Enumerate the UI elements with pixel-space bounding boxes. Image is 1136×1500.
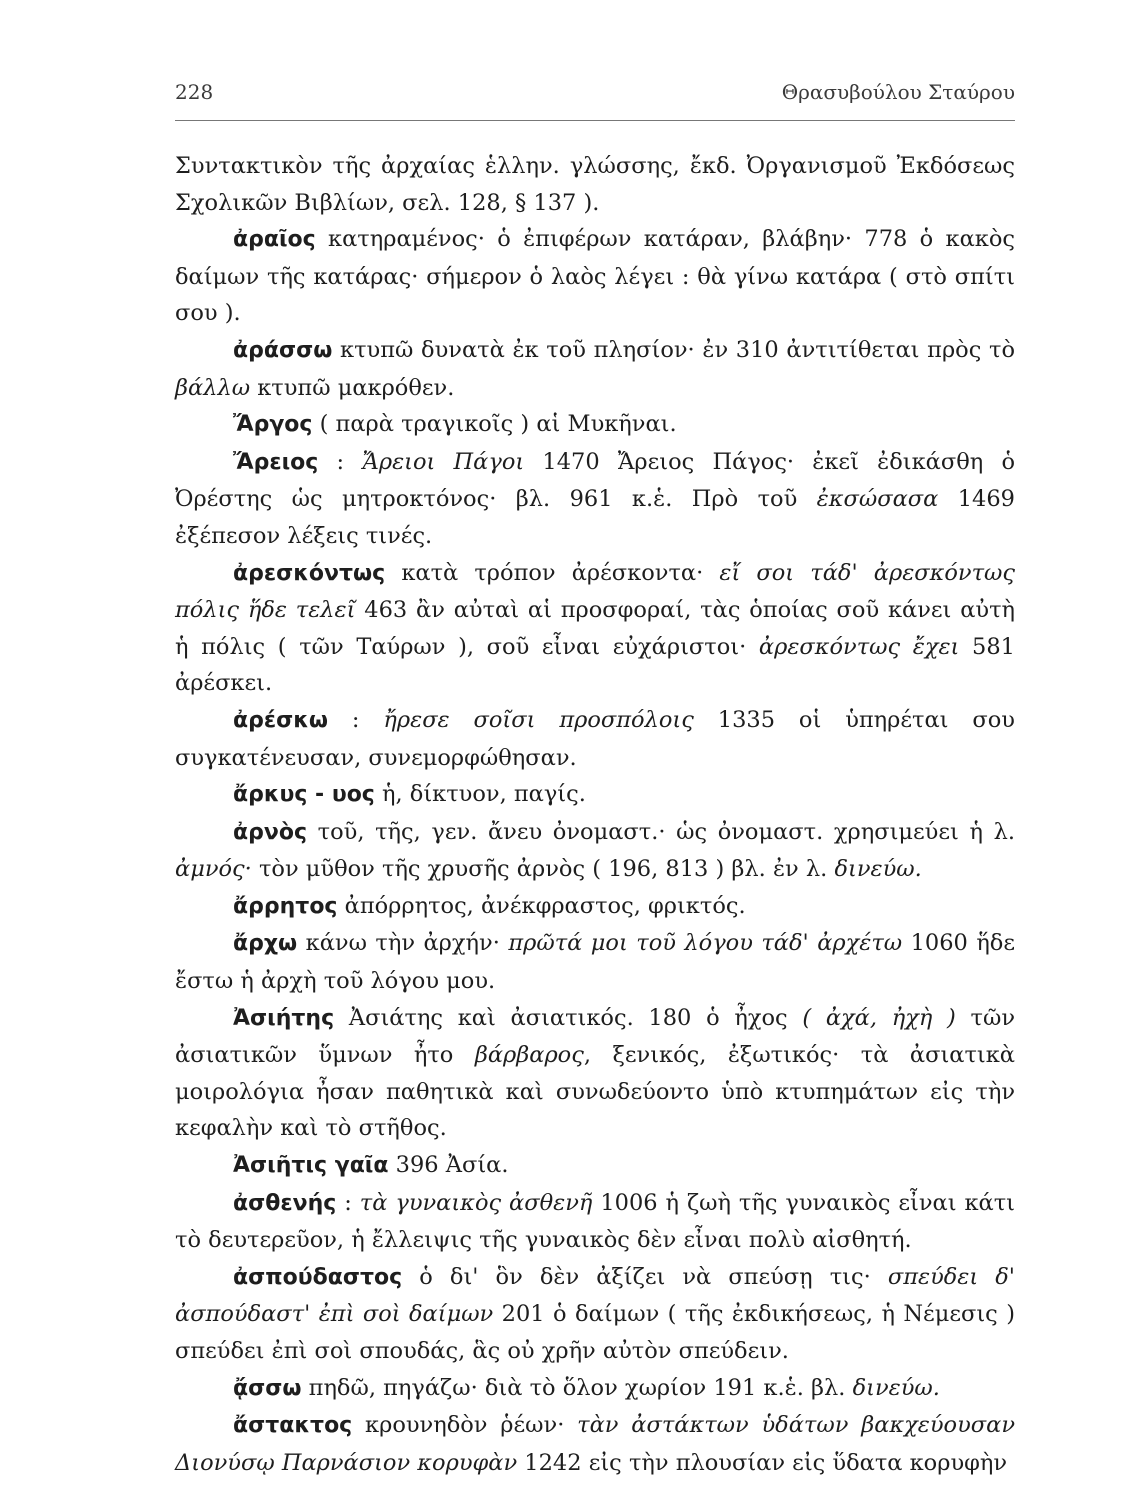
entry-headword: ἀσπούδαστος	[233, 1264, 403, 1290]
entry-text: 1469 ἐξέπεσον λέξεις τινές.	[175, 486, 1015, 549]
entry-text: ὁ δι' ὃν δὲν ἀξίζει νὰ σπεύσῃ τις·	[402, 1263, 888, 1290]
entry-text: ἀπόρρητος, ἀνέκφραστος, φρικτός.	[337, 892, 746, 919]
glossary-entry	[175, 776, 1015, 814]
glossary-entry	[175, 406, 1015, 444]
glossary-entry	[175, 1147, 1015, 1185]
entry-headword: ἀρεσκόντως	[233, 560, 386, 586]
glossary-entry	[175, 332, 1015, 406]
glossary-body	[175, 148, 1015, 1481]
entry-text: :	[318, 448, 363, 475]
italic-citation: βάρβαρος	[474, 1042, 584, 1069]
entry-text: κτυπῶ μακρόθεν.	[250, 374, 455, 401]
entry-text: 1470 Ἄρειος Πάγος· ἐκεῖ ἐδικάσθη ὁ Ὀρέστης ὡς μητροκτόνος· βλ. 961 κ.ἑ. Πρὸ τοῦ	[175, 448, 1015, 513]
italic-citation: ἐκσώσασα	[816, 486, 939, 513]
italic-citation: τὰ γυναικὸς ἀσθενῆ	[359, 1189, 593, 1216]
entry-headword: ἄρχω	[233, 931, 298, 957]
glossary-entry	[175, 555, 1015, 702]
italic-citation: βάλλω	[175, 374, 251, 401]
italic-citation: δινεύω.	[852, 1374, 940, 1401]
glossary-entry	[175, 1000, 1015, 1147]
page-number: 228	[175, 80, 214, 104]
italic-citation: Ἄρειοι Πάγοι	[362, 448, 525, 475]
glossary-entry	[175, 1407, 1015, 1481]
italic-citation: σπεύδει δ' ἀσπούδαστ' ἐπὶ σοὶ δαίμων	[175, 1263, 1015, 1328]
glossary-entry	[175, 702, 1015, 776]
entry-text: 201 ὁ δαίμων ( τῆς ἐκδικήσεως, ἡ Νέμεσις ) σπεύδει ἐπὶ σοὶ σπουδάς, ἃς οὐ χρῆν αὐτὸν σπεύδειν.	[175, 1301, 1015, 1364]
glossary-entry	[175, 221, 1015, 332]
entry-headword: Ἄρειος	[233, 449, 319, 475]
entry-text: τοῦ, τῆς, γεν. ἄνευ ὀνομαστ.· ὡς ὀνομαστ. χρησιμεύει ἡ λ.	[307, 818, 1015, 845]
entry-headword: Ἄργος	[233, 412, 313, 438]
entry-text: τῶν ἀσιατικῶν ὕμνων ἦτο	[175, 1004, 1015, 1069]
running-title: Θρασυβούλου Σταύρου	[781, 80, 1015, 104]
italic-citation: εἴ σοι τάδ' ἀρεσκόντως πόλις ἥδε τελεῖ	[175, 559, 1015, 624]
entry-headword: Ἀσιῆτις γαῖα	[233, 1153, 389, 1179]
entry-headword: ἄρρητος	[233, 893, 338, 919]
italic-citation: ἤρεσε σοῖσι προσπόλοις	[383, 706, 694, 733]
entry-text: κάνω τὴν ἀρχήν·	[297, 930, 509, 957]
italic-citation: δινεύω.	[834, 856, 922, 883]
italic-citation: ἀρεσκόντως ἔχει	[758, 633, 960, 660]
entry-text: ( παρὰ τραγικοῖς ) αἱ Μυκῆναι.	[312, 411, 677, 438]
entry-headword: ἀρνὸς	[233, 819, 308, 845]
entry-text: ἡ, δίκτυον, παγίς.	[374, 781, 586, 808]
entry-text: 1242 εἰς τὴν πλουσίαν εἰς ὕδατα κορυφὴν	[517, 1449, 1008, 1476]
entry-text: πηδῶ, πηγάζω· διὰ τὸ ὅλον χωρίον 191 κ.ἑ. βλ.	[301, 1374, 853, 1401]
entry-text: :	[328, 706, 384, 733]
glossary-entry	[175, 1370, 1015, 1408]
glossary-entry	[175, 814, 1015, 888]
entry-text: 581 ἀρέσκει.	[175, 633, 1015, 697]
entry-headword: ἀραῖος	[233, 227, 316, 253]
italic-citation: πρῶτά μοι τοῦ λόγου τάδ' ἀρχέτω	[508, 930, 903, 957]
entry-text: Ἀσιάτης καὶ ἀσιατικός. 180 ὁ ἦχος	[334, 1004, 803, 1031]
entry-text: 1335 οἱ ὑπηρέται σου συγκατένευσαν, συνεμορφώθησαν.	[175, 706, 1015, 771]
glossary-entry	[175, 888, 1015, 926]
entry-text: κατηραμένος· ὁ ἐπιφέρων κατάραν, βλάβην· 778 ὁ κακὸς δαίμων τῆς κατάρας· σήμερον ὁ λαὸς λέγει : θὰ γίνω κατάρα ( στὸ σπίτι σου ).	[175, 226, 1015, 327]
entry-text: κατὰ τρόπον ἀρέσκοντα·	[385, 559, 720, 586]
entry-text: , ξενικός, ἐξωτικός· τὰ ἀσιατικὰ μοιρολόγια ἦσαν παθητικὰ καὶ συνωδεύοντο ὑπὸ κτυπημάτων εἰς τὴν κεφαλὴν καὶ τὸ στῆθος.	[175, 1042, 1015, 1142]
entry-headword: ἄρκυς - υος	[233, 782, 375, 808]
entry-headword: ἀράσσω	[233, 337, 333, 363]
continuation-paragraph	[175, 148, 1015, 221]
glossary-entry	[175, 1259, 1015, 1370]
entry-headword: ᾄσσω	[233, 1375, 302, 1401]
entry-text: Συντακτικὸν τῆς ἀρχαίας ἑλλην. γλώσσης, ἔκδ. Ὀργανισμοῦ Ἐκδόσεως Σχολικῶν Βιβλίων, σελ. 128, § 137 ).	[175, 153, 1015, 216]
entry-text: τὸν μῦθον τῆς χρυσῆς ἀρνὸς ( 196, 813 ) βλ. ἐν λ.	[251, 856, 835, 883]
glossary-entry	[175, 1185, 1015, 1259]
italic-citation: ( ἀχά, ἠχὴ )	[802, 1004, 956, 1031]
entry-text: :	[336, 1189, 360, 1216]
entry-headword: ἀσθενής	[233, 1190, 337, 1216]
italic-citation: τὰν ἀστάκτων ὑδάτων βακχεύουσαν Διονύσῳ Παρνάσιον κορυφὰν	[175, 1412, 1015, 1476]
entry-text: 463 ἂν αὐταὶ αἱ προσφοραί, τὰς ὁποίας σοῦ κάνει αὐτὴ ἡ πόλις ( τῶν Ταύρων ), σοῦ εἶναι εὐχάριστοι·	[175, 597, 1016, 660]
header-rule	[175, 120, 1015, 121]
entry-headword: ἀρέσκω	[233, 707, 328, 733]
italic-citation: ἀμνός·	[175, 856, 252, 883]
entry-text: κρουνηδὸν ῥέων·	[352, 1412, 578, 1439]
entry-headword: Ἀσιήτης	[233, 1005, 335, 1031]
glossary-entry	[175, 925, 1015, 999]
entry-text: 1060 ἥδε ἔστω ἡ ἀρχὴ τοῦ λόγου μου.	[175, 930, 1016, 995]
entry-text: 396 Ἀσία.	[388, 1152, 509, 1179]
entry-text: 1006 ἡ ζωὴ τῆς γυναικὸς εἶναι κάτι τὸ δευτερεῦον, ἡ ἔλλειψις τῆς γυναικὸς δὲν εἶναι πολὺ αἰσθητή.	[175, 1189, 1016, 1254]
entry-text: κτυπῶ δυνατὰ ἐκ τοῦ πλησίον· ἐν 310 ἀντιτίθεται πρὸς τὸ	[332, 336, 1015, 363]
glossary-entry	[175, 444, 1015, 555]
entry-headword: ἄστακτος	[233, 1413, 353, 1439]
running-header	[175, 80, 1015, 104]
